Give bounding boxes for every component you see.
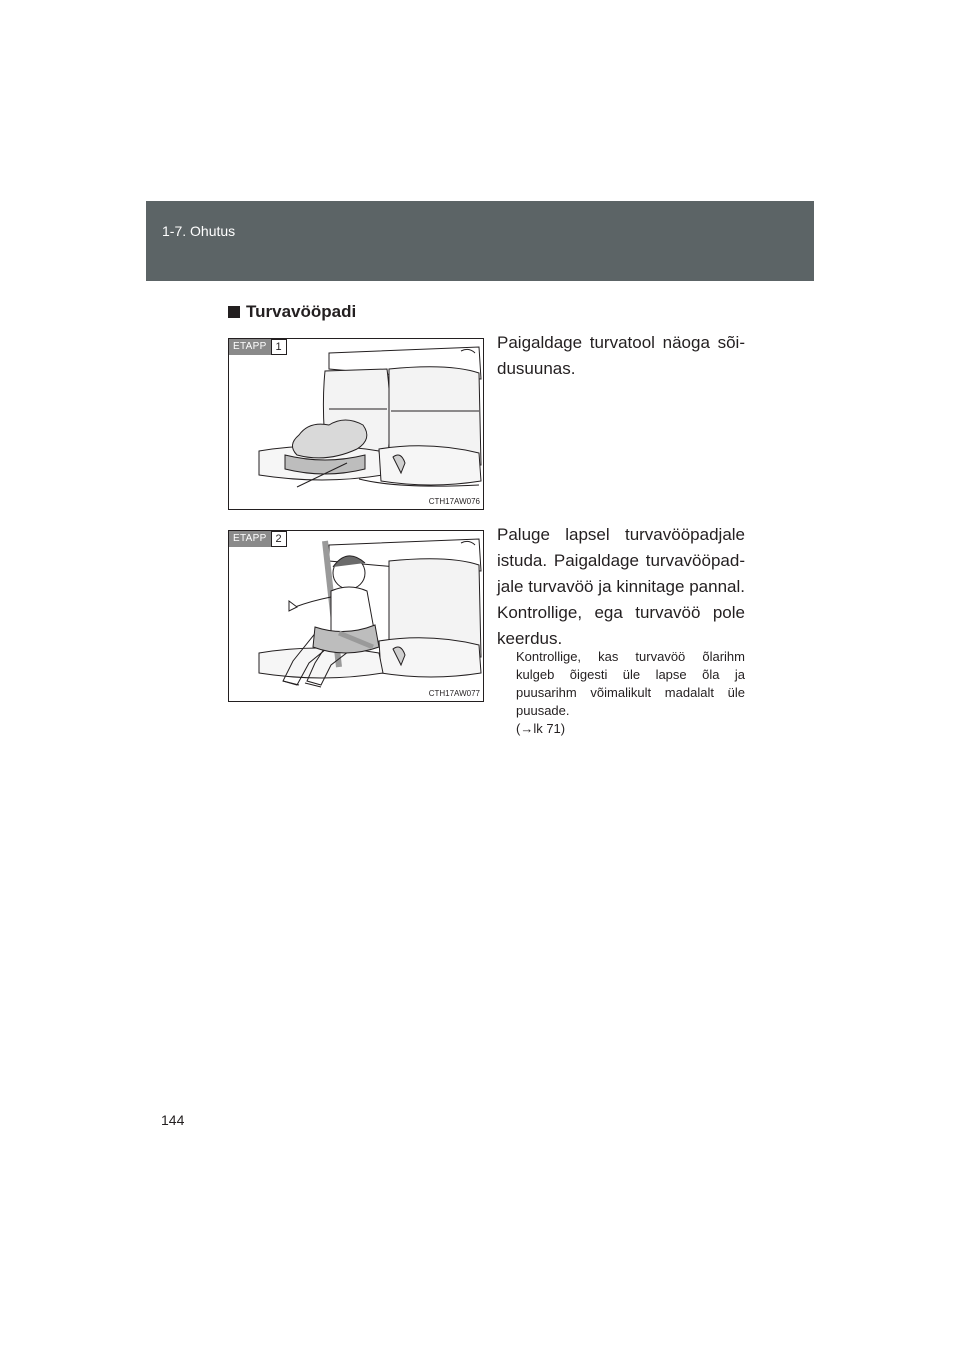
page-reference-link[interactable]: (→lk 71) xyxy=(516,721,566,736)
step-number: 1 xyxy=(271,339,287,355)
figure-code: CTH17AW076 xyxy=(428,497,480,506)
note-text: Kontrollige, kas turvavöö õlarihm kulgeb õigesti üle lapse õla ja puusarihm võimalikult madalalt üle puusade. xyxy=(516,649,745,718)
step-number: 2 xyxy=(271,531,287,547)
subheading-text: Turvavööpadi xyxy=(246,302,357,321)
square-bullet-icon xyxy=(228,306,240,318)
step-tag-1 xyxy=(229,339,287,355)
header-band xyxy=(146,201,814,281)
child-on-booster-illustration xyxy=(229,531,484,702)
page-number: 144 xyxy=(161,1112,185,1128)
subheading xyxy=(228,302,356,322)
booster-seat-illustration xyxy=(229,339,484,510)
figure-step-1 xyxy=(228,338,484,510)
step-tag-label: ETAPP xyxy=(229,531,271,547)
step-1-text: Paigaldage turvatool näoga sõidusuunas. xyxy=(497,333,745,378)
figure-code: CTH17AW077 xyxy=(428,689,480,698)
step-2-text: Paluge lapsel turvavööpadjale istuda. Paigaldage turvavööpadjale turvavöö ja kinnitage pannal. Kontrollige, ega turvavöö pole keerdus. xyxy=(497,525,745,648)
section-label: 1-7. Ohutus xyxy=(162,223,236,239)
figure-step-2 xyxy=(228,530,484,702)
step-tag-2 xyxy=(229,531,287,547)
step-tag-label: ETAPP xyxy=(229,339,271,355)
note xyxy=(516,648,745,738)
